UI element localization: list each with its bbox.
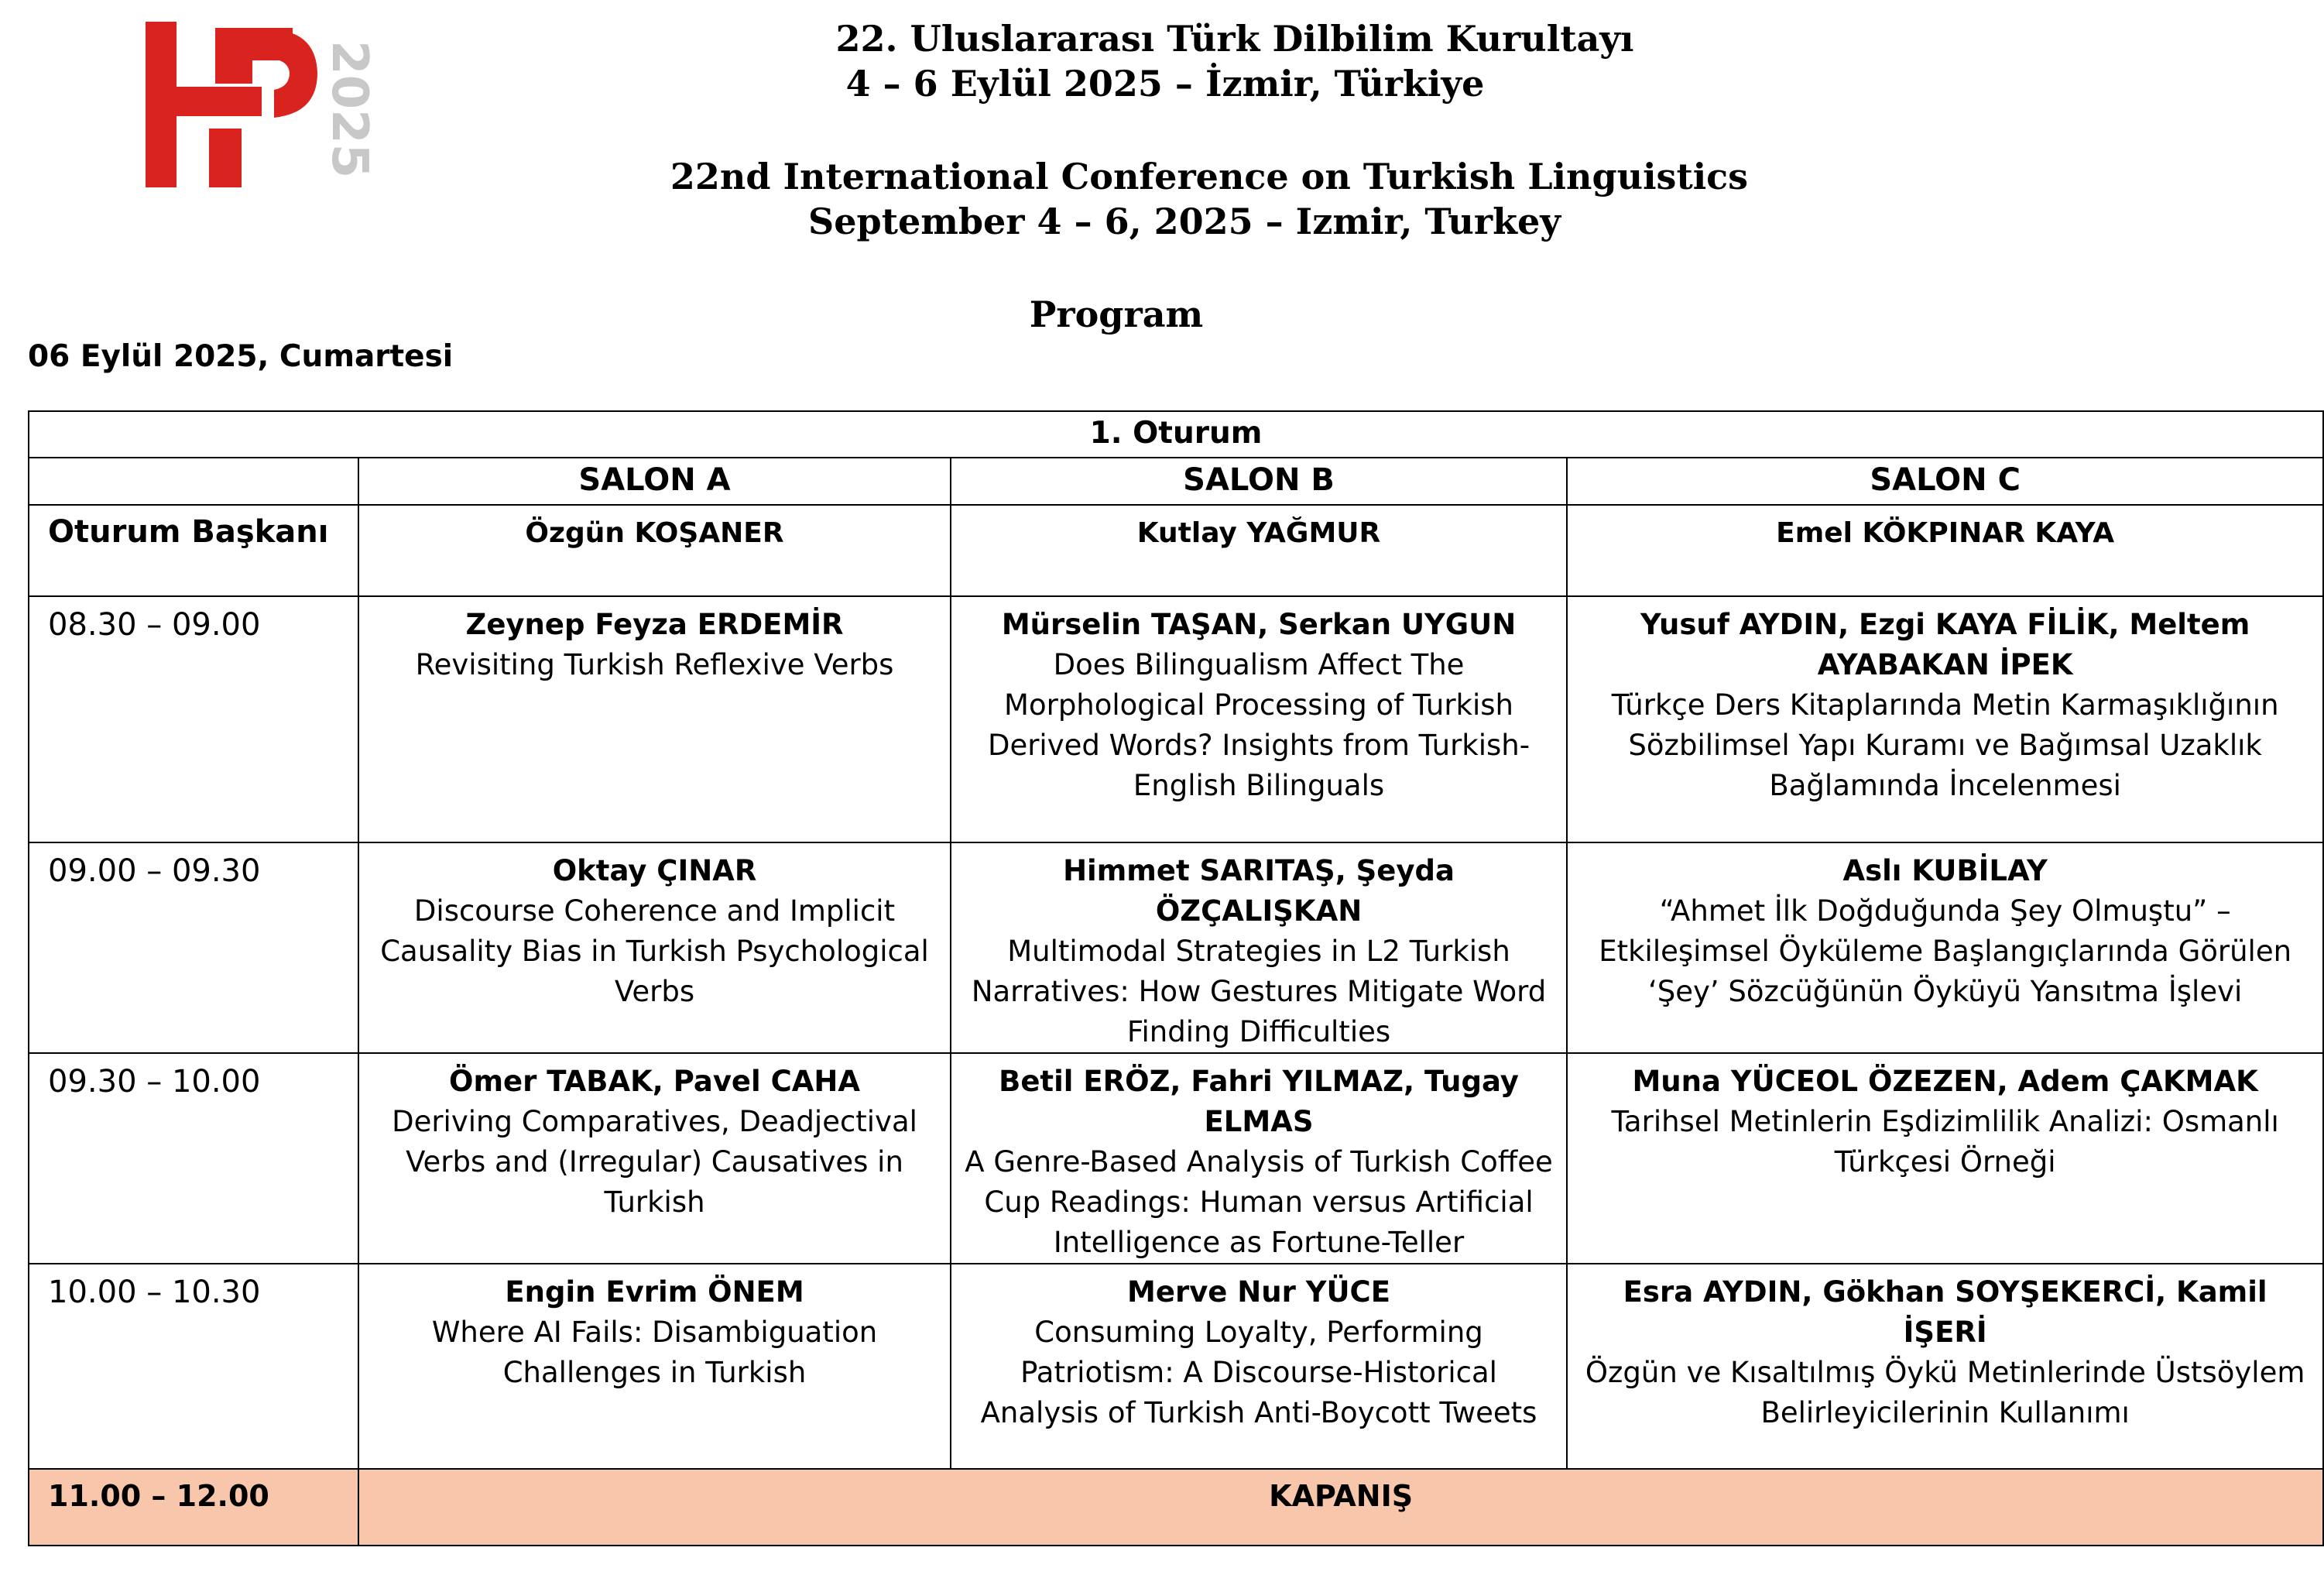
slot-time: 09.30 – 10.00	[29, 1053, 358, 1264]
talk-cell	[951, 596, 1568, 842]
header-date-tr: 4 – 6 Eylül 2025 – İzmir, Türkiye	[845, 63, 1485, 105]
talk-cell	[951, 1264, 1568, 1469]
talk-title: Where AI Fails: Disambiguation Challenges in Turkish	[431, 1316, 878, 1389]
logo-red-mark	[146, 22, 317, 187]
session-title-row	[29, 411, 2323, 458]
talk-cell	[1567, 1264, 2323, 1469]
time-slot-row	[29, 1053, 2323, 1264]
time-slot-row	[29, 1264, 2323, 1469]
talk-authors: Merve Nur YÜCE	[1127, 1275, 1390, 1309]
chair-salon-a: Özgün KOŞANER	[358, 505, 951, 596]
closing-time: 11.00 – 12.00	[29, 1469, 358, 1546]
talk-title: Deriving Comparatives, Deadjectival Verbs and (Irregular) Causatives in Turkish	[392, 1105, 917, 1219]
talk-authors: Himmet SARITAŞ, Şeyda ÖZÇALIŞKAN	[1063, 854, 1455, 928]
slot-time: 08.30 – 09.00	[29, 596, 358, 842]
logo-year-text: 2025	[320, 40, 378, 179]
chair-salon-c: Emel KÖKPINAR KAYA	[1567, 505, 2323, 596]
chair-row	[29, 505, 2323, 596]
talk-authors: Aslı KUBİLAY	[1842, 854, 2048, 887]
salon-b-header: SALON B	[951, 458, 1568, 505]
talk-cell	[358, 596, 951, 842]
talk-authors: Esra AYDIN, Gökhan SOYŞEKERCİ, Kamil İŞERİ	[1623, 1275, 2267, 1349]
talk-cell	[951, 1053, 1568, 1264]
talk-title: A Genre-Based Analysis of Turkish Coffee Cup Readings: Human versus Artificial Intelligence as Fortune-Teller	[965, 1145, 1553, 1259]
slot-time: 10.00 – 10.30	[29, 1264, 358, 1469]
salon-header-row	[29, 458, 2323, 505]
closing-row	[29, 1469, 2323, 1546]
talk-authors: Ömer TABAK, Pavel CAHA	[449, 1065, 860, 1098]
program-date: 06 Eylül 2025, Cumartesi	[28, 339, 454, 374]
time-slot-row	[29, 596, 2323, 842]
talk-authors: Zeynep Feyza ERDEMİR	[465, 608, 844, 641]
talk-cell	[358, 1053, 951, 1264]
talk-authors: Mürselin TAŞAN, Serkan UYGUN	[1001, 608, 1517, 641]
talk-authors: Muna YÜCEOL ÖZEZEN, Adem ÇAKMAK	[1632, 1065, 2258, 1098]
empty-header-cell	[29, 458, 358, 505]
salon-c-header: SALON C	[1567, 458, 2323, 505]
talk-cell	[1567, 1053, 2323, 1264]
program-table	[28, 410, 2324, 1546]
slot-time: 09.00 – 09.30	[29, 842, 358, 1053]
header-title-tr: 22. Uluslararası Türk Dilbilim Kurultayı	[835, 18, 1634, 60]
talk-authors: Betil ERÖZ, Fahri YILMAZ, Tugay ELMAS	[999, 1065, 1519, 1138]
conference-logo	[138, 12, 386, 198]
header-date-en: September 4 – 6, 2025 – Izmir, Turkey	[808, 201, 1561, 242]
talk-title: Does Bilingualism Affect The Morphological Processing of Turkish Derived Words? Insights from Turkish-English Bilinguals	[987, 648, 1530, 802]
talk-authors: Engin Evrim ÖNEM	[505, 1275, 804, 1309]
talk-title: Multimodal Strategies in L2 Turkish Narratives: How Gestures Mitigate Word Finding Difficulties	[971, 935, 1547, 1048]
session-title: 1. Oturum	[29, 411, 2323, 458]
talk-title: Revisiting Turkish Reflexive Verbs	[415, 648, 894, 681]
time-slot-row	[29, 842, 2323, 1053]
program-heading: Program	[1029, 293, 1204, 335]
talk-title: Discourse Coherence and Implicit Causality Bias in Turkish Psychological Verbs	[380, 894, 929, 1008]
header-title-en: 22nd International Conference on Turkish Linguistics	[670, 156, 1749, 197]
closing-label: KAPANIŞ	[358, 1469, 2323, 1546]
chair-label: Oturum Başkanı	[29, 505, 358, 596]
talk-cell	[951, 842, 1568, 1053]
talk-title: Türkçe Ders Kitaplarında Metin Karmaşıklığının Sözbilimsel Yapı Kuramı ve Bağımsal Uzaklık Bağlamında İncelenmesi	[1611, 688, 2279, 802]
talk-cell	[358, 842, 951, 1053]
chair-salon-b: Kutlay YAĞMUR	[951, 505, 1568, 596]
talk-authors: Yusuf AYDIN, Ezgi KAYA FİLİK, Meltem AYABAKAN İPEK	[1640, 608, 2250, 681]
talk-title: Consuming Loyalty, Performing Patriotism: A Discourse-Historical Analysis of Turkish Anti-Boycott Tweets	[980, 1316, 1537, 1429]
talk-authors: Oktay ÇINAR	[552, 854, 757, 887]
talk-cell	[358, 1264, 951, 1469]
talk-title: “Ahmet İlk Doğduğunda Şey Olmuştu” – Etkileşimsel Öyküleme Başlangıçlarında Görülen ‘Şey’ Sözcüğünün Öyküyü Yansıtma İşlevi	[1599, 894, 2292, 1008]
talk-title: Tarihsel Metinlerin Eşdizimlilik Analizi: Osmanlı Türkçesi Örneği	[1611, 1105, 2279, 1179]
talk-cell	[1567, 842, 2323, 1053]
talk-cell	[1567, 596, 2323, 842]
salon-a-header: SALON A	[358, 458, 951, 505]
talk-title: Özgün ve Kısaltılmış Öykü Metinlerinde Üstsöylem Belirleyicilerinin Kullanımı	[1585, 1356, 2305, 1429]
